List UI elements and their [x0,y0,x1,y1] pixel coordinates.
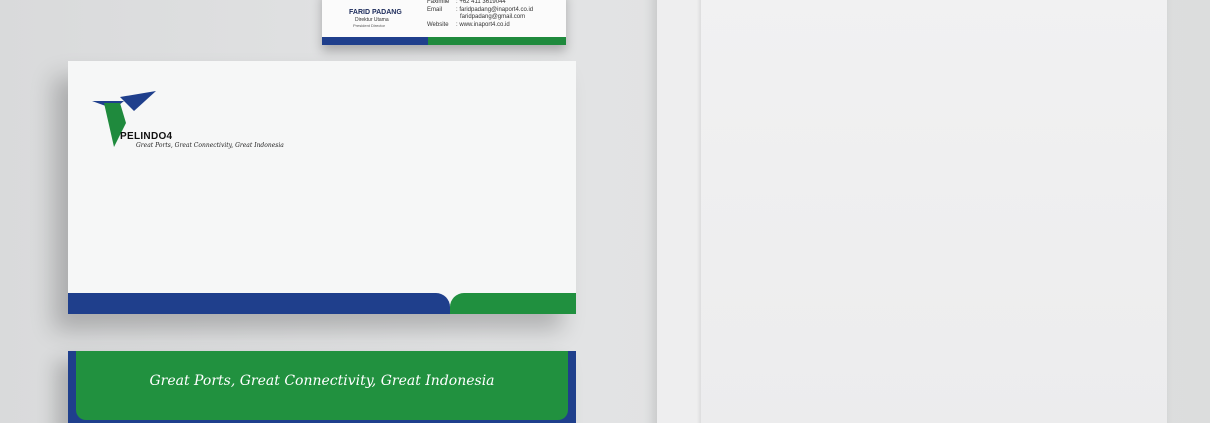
card-name: FARID PADANG [349,9,402,16]
card-contact-label: Faximile [427,0,450,5]
business-card [322,0,566,45]
card-role-id: Direktur Utama [355,17,389,23]
card-contact-label: Email [427,7,443,13]
brand-tagline: Great Ports, Great Connectivity, Great Indonesia [136,142,284,149]
letterhead-page [701,0,1167,423]
brand-name: PELINDO4 [120,131,173,142]
card-contact-value: faridpadang@gmail.com [460,14,526,20]
card-contact-label: Website [427,22,449,28]
folder-slogan: Great Ports, Great Connectivity, Great Indonesia [149,373,495,389]
card-blue-band [322,37,428,45]
card-contact-value: : +62 411 3619044 [456,0,506,5]
presentation-folder [68,351,576,423]
letterhead-sheet [657,0,1167,423]
envelope-green-band [450,293,576,314]
envelope-blue-band [68,293,450,314]
card-contact-value: : www.inaport4.co.id [456,22,510,28]
card-role-en: President Director [353,23,386,28]
envelope [68,61,576,314]
card-green-band [428,37,566,45]
folder-green-flap [76,351,568,420]
card-contact-value: : faridpadang@inaport4.co.id [456,7,534,13]
